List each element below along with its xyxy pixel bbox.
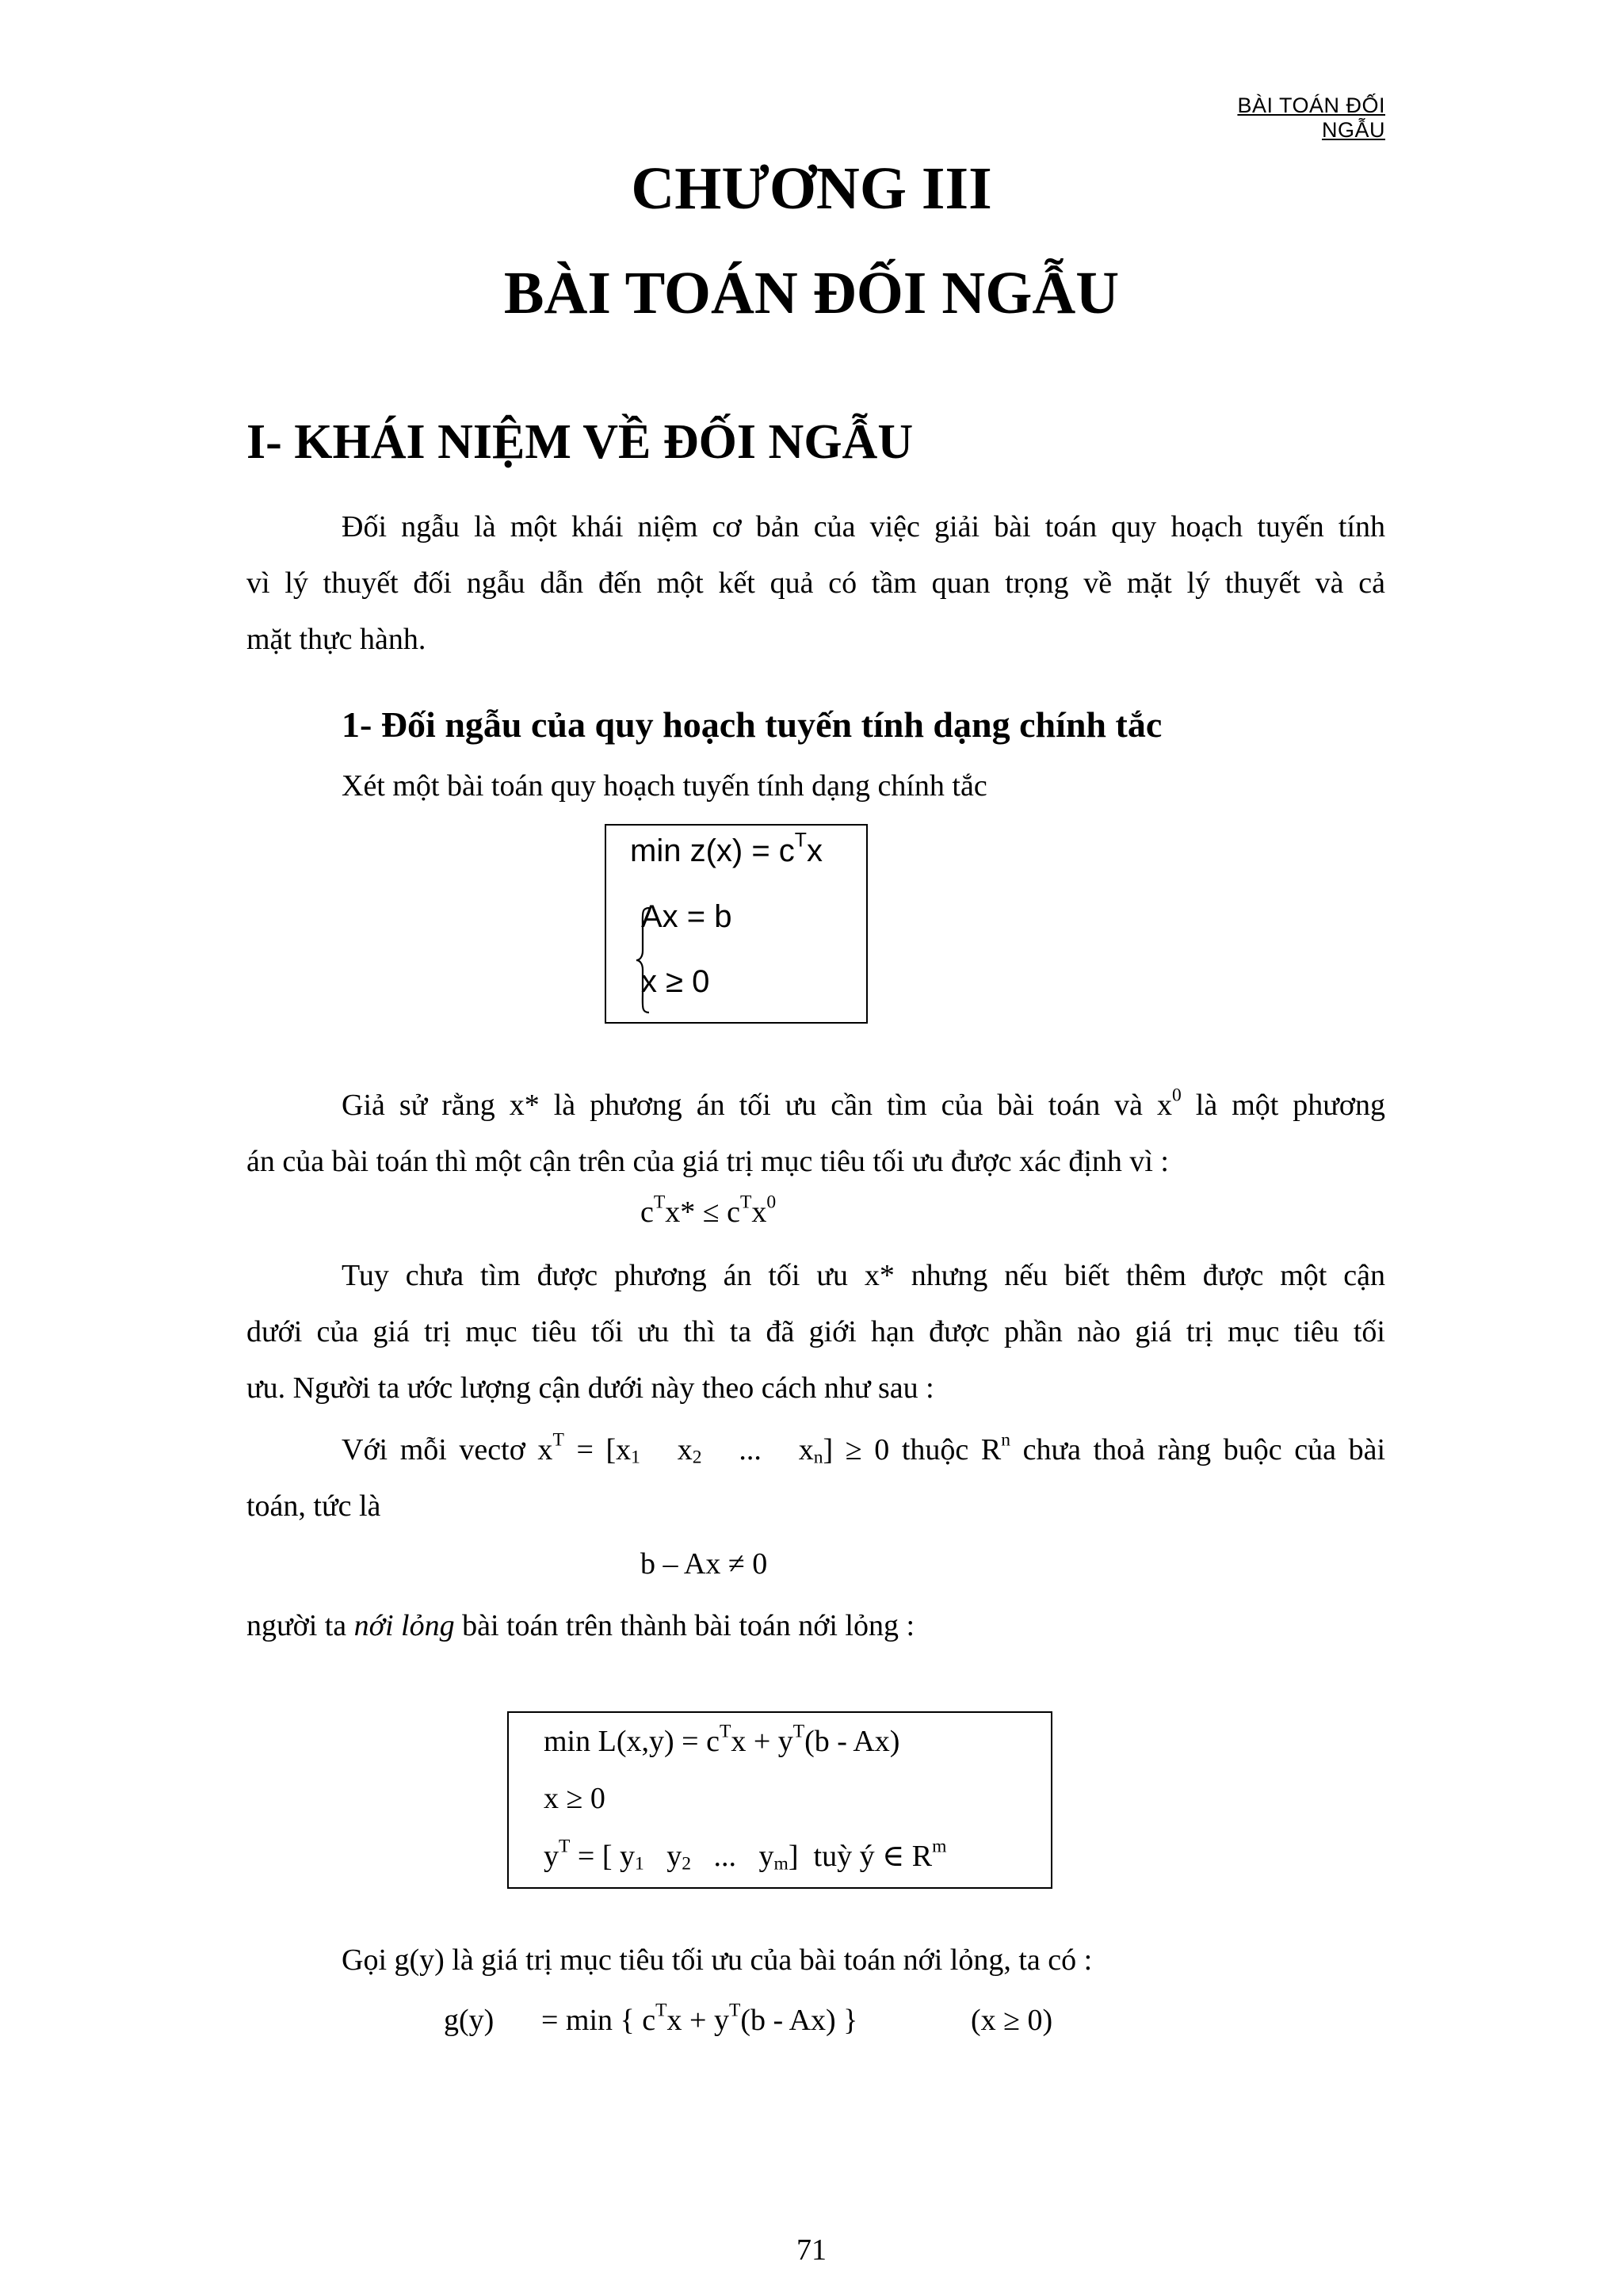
vector-line-1: Với mỗi vectơ $x^T = [x_1$ $x_2$ ... $x_n] \ge 0$ thuộc $R^n$ chưa thoả ràng buộc của bài — [342, 1429, 1386, 1468]
section-heading: I- KHÁI NIỆM VỀ ĐỐI NGẪU — [246, 415, 914, 469]
running-header: BÀI TOÁN ĐỐI NGẪU — [1237, 93, 1385, 142]
consider-line: Xét một bài toán quy hoạch tuyến tính dạng chính tắc — [342, 769, 987, 803]
canonical-lp-box — [605, 824, 868, 1024]
lower-bound-paragraph — [246, 1248, 1385, 1417]
g-equation-rhs: = min { $c^Tx + y^T(b - Ax)$ } — [541, 2000, 858, 2037]
page-number: 71 — [796, 2233, 827, 2267]
chapter-title: BÀI TOÁN ĐỐI NGẪU — [503, 260, 1120, 326]
g-definition-line: Gọi g(y) là giá trị mục tiêu tối ưu của bài toán nới lỏng, ta có : — [342, 1943, 1093, 1977]
lower-line-1: Tuy chưa tìm được phương án tối ưu x* nhưng nếu biết thêm được một cận — [342, 1259, 1385, 1292]
constraint-x-nonneg: x ≥ 0 — [641, 964, 710, 999]
objective-row: $\min z(x) = c^Tx$ — [630, 830, 823, 868]
intro-line-2: vì lý thuyết đối ngẫu dẫn đến một kết quả có tầm quan trọng về mặt lý thuyết và cả — [246, 566, 1385, 600]
relaxed-problem-box — [507, 1711, 1052, 1889]
subsection-heading: 1- Đối ngẫu của quy hoạch tuyến tính dạng chính tắc — [342, 704, 1163, 745]
suppose-paragraph — [246, 1077, 1385, 1190]
relax-line: người ta nới lỏng bài toán trên thành bài toán nới lỏng : — [246, 1609, 915, 1642]
upper-bound-inequality: $c^Tx* \le c^Tx^0$ — [640, 1192, 777, 1229]
intro-paragraph — [246, 499, 1385, 668]
residual-expression: b – Ax ≠ 0 — [640, 1547, 768, 1581]
constraint-ax-b: Ax = b — [641, 899, 732, 934]
lower-line-2: dưới của giá trị mục tiêu tối ưu thì ta đã giới hạn được phần nào giá trị mục tiêu tối — [246, 1315, 1385, 1348]
x-nonneg-row: x ≥ 0 — [544, 1782, 605, 1815]
chapter-label: CHƯƠNG III — [631, 155, 992, 222]
intro-line-1: Đối ngẫu là một khái niệm cơ bản của việc giải bài toán quy hoạch tuyến tính — [342, 510, 1385, 543]
intro-line-3: mặt thực hành. — [246, 623, 426, 656]
lower-line-3: ưu. Người ta ước lượng cận dưới này theo cách như sau : — [246, 1371, 934, 1405]
suppose-line-2: án của bài toán thì một cận trên của giá trị mục tiêu tối ưu được xác định vì : — [246, 1145, 1169, 1178]
vector-line-2: toán, tức là — [246, 1489, 381, 1523]
y-vector-row: $y^T$ = [ $y_1$ $y_2$ ... $y_m$] tuỳ ý ∈ $R^m$ — [544, 1836, 947, 1875]
lagrangian-row: $\min L(x,y) = c^Tx + y^T(b - Ax)$ — [544, 1721, 900, 1758]
g-equation-condition: (x ≥ 0) — [971, 2004, 1053, 2037]
g-equation-lhs: g(y) — [444, 2004, 495, 2037]
suppose-line-1: Giả sử rằng x* là phương án tối ưu cần tìm của bài toán và $x^0$ là một phương — [342, 1085, 1385, 1122]
vector-paragraph — [246, 1422, 1385, 1535]
